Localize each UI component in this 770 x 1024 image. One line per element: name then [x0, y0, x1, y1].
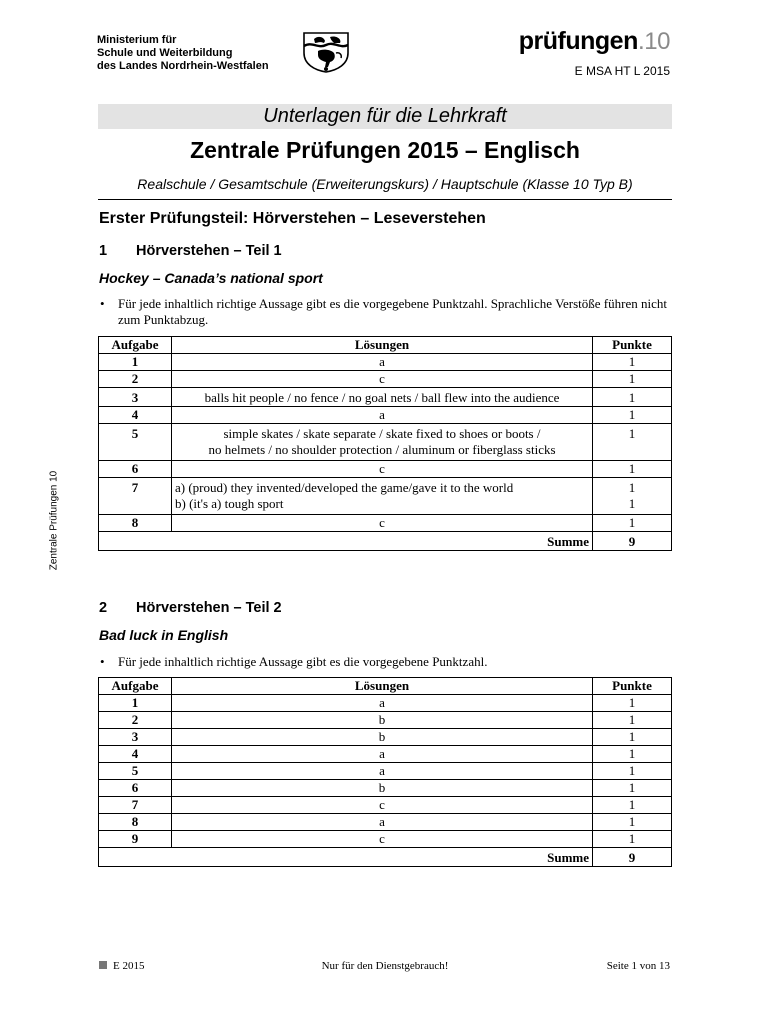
task-number: 7 [99, 797, 172, 814]
solution-cell [172, 424, 593, 461]
task-number: 6 [99, 461, 172, 478]
solution-line: b) (it's a) tough sport [175, 496, 284, 511]
sum-value: 9 [593, 848, 672, 867]
solution-cell: c [172, 371, 593, 388]
brand-number: 10 [644, 28, 670, 55]
col-header-task: Aufgabe [99, 337, 172, 354]
col-header-points: Punkte [593, 678, 672, 695]
table-row [99, 814, 672, 831]
points-cell: 1 [593, 746, 672, 763]
task-number: 6 [99, 780, 172, 797]
points-cell: 1 [593, 388, 672, 407]
points-cell: 1 [593, 797, 672, 814]
points-cell: 1 [593, 780, 672, 797]
solution-cell: a [172, 763, 593, 780]
brand-logo [519, 27, 670, 56]
title-divider [98, 199, 672, 200]
footer-center: Nur für den Dienstgebrauch! [321, 960, 449, 972]
page-number: Seite 1 von 13 [606, 960, 670, 972]
section1-solutions-table [98, 336, 672, 551]
solution-line: simple skates / skate separate / skate fixed to shoes or boots / [223, 426, 541, 441]
section1-title: Hörverstehen – Teil 1 [136, 243, 282, 259]
table-row [99, 729, 672, 746]
solution-line: no helmets / no shoulder protection / aluminum or fiberglass sticks [208, 442, 556, 457]
table-header-row [99, 337, 672, 354]
task-number: 1 [99, 695, 172, 712]
table-row [99, 461, 672, 478]
points-cell: 1 [593, 763, 672, 780]
nrw-coat-of-arms-icon [300, 31, 352, 73]
col-header-solutions: Lösungen [172, 678, 593, 695]
page-subtitle: Realschule / Gesamtschule (Erweiterungskurs) / Hauptschule (Klasse 10 Typ B) [137, 176, 633, 192]
points-cell: 1 [593, 729, 672, 746]
solution-line: a) (proud) they invented/developed the game/gave it to the world [175, 480, 514, 495]
points-line: 1 [628, 480, 636, 495]
ministry-name: Ministerium für Schule und Weiterbildung des Landes Nordrhein-Westfalen [97, 34, 269, 72]
section2-number: 2 [99, 600, 108, 616]
task-number: 5 [99, 763, 172, 780]
points-cell: 1 [593, 371, 672, 388]
table-row [99, 424, 672, 461]
document-banner: Unterlagen für die Lehrkraft [98, 104, 672, 129]
col-header-solutions: Lösungen [172, 337, 593, 354]
section1-instruction [99, 296, 678, 328]
table-row [99, 354, 672, 371]
table-row [99, 712, 672, 729]
sum-value: 9 [593, 532, 672, 551]
solution-cell: b [172, 729, 593, 746]
sum-label: Summe [99, 848, 593, 867]
sum-row [99, 532, 672, 551]
solution-cell: a [172, 746, 593, 763]
task-number: 2 [99, 371, 172, 388]
table-header-row [99, 678, 672, 695]
section2-instruction [99, 654, 678, 670]
task-number: 8 [99, 814, 172, 831]
col-header-points: Punkte [593, 337, 672, 354]
points-cell: 1 [593, 814, 672, 831]
brand-dot: . [637, 27, 645, 55]
points-cell: 1 [593, 712, 672, 729]
table-row [99, 478, 672, 515]
table-row [99, 388, 672, 407]
section2-subheading: Bad luck in English [99, 627, 229, 643]
table-row [99, 780, 672, 797]
section1-instruction-text: Für jede inhaltlich richtige Aussage gibt es die vorgegebene Punktzahl. Sprachliche Verstöße führen nicht zum Punktabzug. [118, 296, 667, 327]
solution-cell: c [172, 797, 593, 814]
col-header-task: Aufgabe [99, 678, 172, 695]
points-cell: 1 [593, 424, 672, 461]
points-cell: 1 [593, 831, 672, 848]
table-row [99, 371, 672, 388]
section1-subheading: Hockey – Canada’s national sport [99, 270, 323, 286]
points-line: 1 [628, 496, 636, 511]
table-row [99, 763, 672, 780]
exam-code: E MSA HT L 2015 [574, 64, 670, 78]
section1-number: 1 [99, 243, 108, 259]
solution-cell [172, 478, 593, 515]
points-cell: 1 [593, 354, 672, 371]
points-cell [593, 478, 672, 515]
solution-cell: c [172, 831, 593, 848]
task-number: 8 [99, 515, 172, 532]
solution-cell: b [172, 712, 593, 729]
bullet-icon: • [100, 296, 105, 311]
sum-label: Summe [99, 532, 593, 551]
task-number: 3 [99, 388, 172, 407]
bullet-icon: • [100, 654, 105, 669]
points-cell: 1 [593, 515, 672, 532]
points-cell: 1 [593, 407, 672, 424]
section2-instruction-text: Für jede inhaltlich richtige Aussage gibt es die vorgegebene Punktzahl. [118, 654, 488, 669]
solution-cell: a [172, 814, 593, 831]
section1-heading [99, 243, 282, 259]
table-row [99, 407, 672, 424]
solution-cell: c [172, 461, 593, 478]
task-number: 5 [99, 424, 172, 461]
table-row [99, 831, 672, 848]
solution-cell: a [172, 407, 593, 424]
footer-left-text: E 2015 [113, 960, 145, 972]
page-title: Zentrale Prüfungen 2015 – Englisch [190, 137, 580, 163]
section2-solutions-table [98, 677, 672, 867]
points-cell: 1 [593, 695, 672, 712]
brand-word: prüfungen [518, 27, 638, 55]
part-heading: Erster Prüfungsteil: Hörverstehen – Leseverstehen [99, 210, 486, 227]
solution-cell: c [172, 515, 593, 532]
task-number: 4 [99, 407, 172, 424]
solution-cell: b [172, 780, 593, 797]
task-number: 9 [99, 831, 172, 848]
section2-title: Hörverstehen – Teil 2 [136, 600, 282, 616]
task-number: 2 [99, 712, 172, 729]
table-row [99, 797, 672, 814]
sum-row [99, 848, 672, 867]
side-label: Zentrale Prüfungen 10 [48, 470, 60, 571]
task-number: 1 [99, 354, 172, 371]
task-number: 4 [99, 746, 172, 763]
table-row [99, 746, 672, 763]
solution-cell: balls hit people / no fence / no goal nets / ball flew into the audience [172, 388, 593, 407]
table-row [99, 695, 672, 712]
solution-cell: a [172, 695, 593, 712]
table-row [99, 515, 672, 532]
solution-cell: a [172, 354, 593, 371]
section2-heading [99, 600, 282, 616]
points-cell: 1 [593, 461, 672, 478]
task-number: 7 [99, 478, 172, 515]
task-number: 3 [99, 729, 172, 746]
